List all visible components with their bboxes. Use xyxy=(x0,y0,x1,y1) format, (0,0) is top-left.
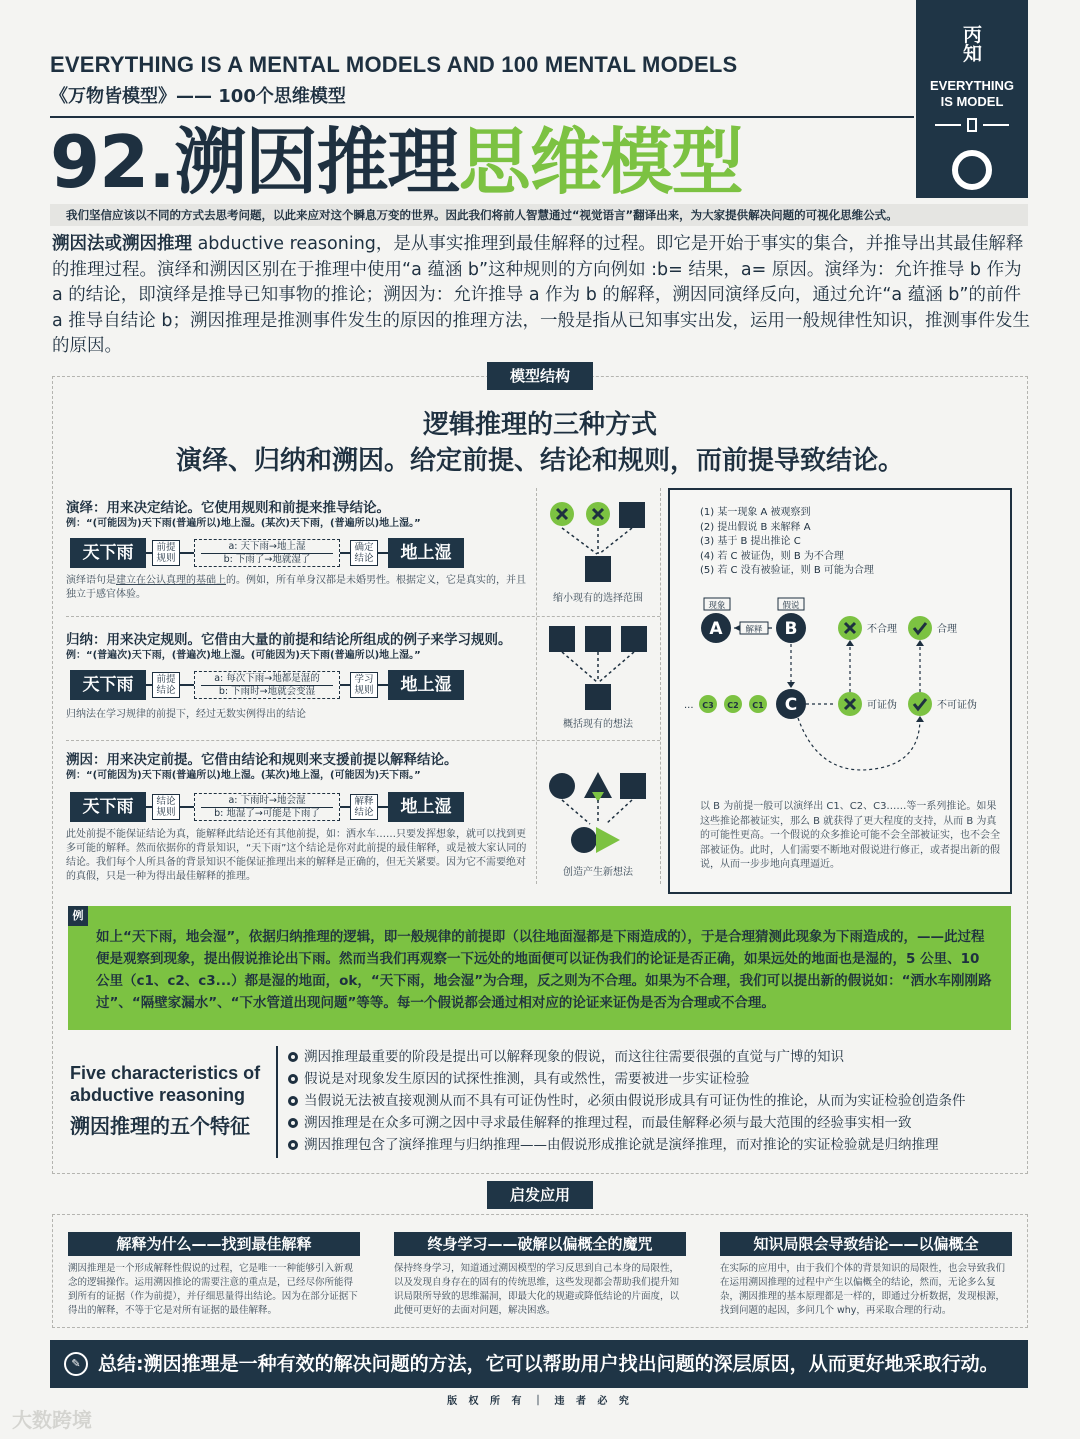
intro-text: abductive reasoning，是从事实推理到最佳解释的过程。即它是开始于事实的集合，并推导出其最佳解释的推理过程。演绎和溯因区别在于推理中使用“a 蕴涵 b”这种规则的方向例如 :b= 结果，a= 原因。演绎为：允许推导 b 作为 a 的结论，即演绎是推导已知事物的推论；溯因为：允许推导 a 作为 b 的解释，溯因同演绎反向，通过允许“a 蕴涵 b”的前件 a 推导自结论 b；溯因推理是推测事件发生的原因的推理方法，一般是指从已知事实出发，运用一般规律性知识，推测事件发生的原因。 xyxy=(52,234,1030,356)
panel-head: 演绎：用来决定结论。它使用规则和前提来推导结论。 xyxy=(66,500,390,516)
abduction-process-panel xyxy=(668,488,1012,894)
application-card xyxy=(720,1232,1012,1318)
step-item: (1) 某一现象 A 被观察到 xyxy=(700,507,811,518)
rule-a: a: 每次下雨→地都是湿的 xyxy=(201,673,333,686)
title-number: 92. xyxy=(50,120,175,204)
rule-b: b: 地湿了→可能是下雨了 xyxy=(214,808,320,819)
process-steps xyxy=(700,506,874,579)
pencil-icon: ✎ xyxy=(64,1352,88,1376)
en-title: EVERYTHING IS A MENTAL MODELS AND 100 MENTAL MODELS xyxy=(50,52,738,77)
five-divider xyxy=(276,1046,278,1158)
panel-example: 例：“(可能因为)天下雨(普遍所以)地上湿。(某次)天下雨，(普遍所以)地上湿。” xyxy=(66,518,421,529)
application-card xyxy=(68,1232,360,1318)
tag-phenomenon: 现象 xyxy=(708,601,726,611)
five-title-en: Five characteristics of abductive reasoning xyxy=(70,1063,261,1105)
node-b: B xyxy=(784,619,798,639)
example-tag: 例 xyxy=(68,906,88,926)
application-card xyxy=(394,1232,686,1318)
step-item: (4) 若 C 被证伪，则 B 为不合理 xyxy=(700,550,844,562)
induction-icon xyxy=(549,626,647,710)
structure-title-1: 逻辑推理的三种方式 xyxy=(422,410,657,440)
title-main: 溯因推理 xyxy=(174,120,459,204)
example-box xyxy=(68,906,1011,1030)
panel-induction xyxy=(66,632,532,732)
flow-start: 天下雨 xyxy=(70,670,146,700)
application-title: 终身学习——破解以偏概全的魔咒 xyxy=(394,1232,686,1256)
flow-row xyxy=(66,538,532,568)
tag-hypothesis: 假说 xyxy=(782,601,800,611)
logo-glyph-bottom: 知 xyxy=(962,43,981,65)
list-item: 当假说无法被直接观测从而不具有可证伪性时，必须由假说形成具有可证伪性的推论，从而为实证检验创造条件 xyxy=(288,1090,1018,1112)
flow-tag-in: 前提 结论 xyxy=(152,672,180,698)
bullet-icon xyxy=(288,1096,298,1106)
list-item: 溯因推理包含了演绎推理与归纳推理——由假说形成推论就是演绎推理，而对推论的实证检验就是归纳推理 xyxy=(288,1134,1018,1156)
flow-rules xyxy=(194,539,340,567)
step-item: (2) 提出假说 B 来解释 A xyxy=(700,521,811,533)
bullet-icon xyxy=(288,1074,298,1084)
bullet-icon xyxy=(288,1118,298,1128)
applications-tab: 启发应用 xyxy=(487,1181,593,1209)
node-c1: C1 xyxy=(752,701,764,710)
flow-tag-in: 前提 规则 xyxy=(152,540,180,566)
flow-rules xyxy=(194,793,340,821)
brand-logo xyxy=(916,26,1028,64)
column-divider xyxy=(536,488,537,884)
node-c2: C2 xyxy=(727,701,739,710)
title-accent: 思维模型 xyxy=(458,120,743,204)
summary-bar xyxy=(50,1340,1028,1388)
intro-paragraph xyxy=(52,232,1030,360)
label-unreasonable: 不合理 xyxy=(867,624,897,635)
panel-deduction xyxy=(66,500,532,610)
flow-row xyxy=(66,670,532,700)
rule-b: b: 下雨了→地就湿了 xyxy=(223,554,311,565)
flow-tag-out: 学习 规则 xyxy=(350,672,378,698)
circle-icon xyxy=(952,150,992,190)
flow-tag-out: 解释 结论 xyxy=(350,794,378,820)
example-text: 如上“天下雨，地会湿”，依据归纳推理的逻辑，即一般规律的前提即（以往地面湿都是下雨造成的），于是合理猜测此现象为下雨造成的，——此过程便是观察到现象，提出假说推论出下雨。然而当我们再观察一下远处的地面便可以证伪我们的论证是否正确，如果远处的地面也是湿的，5 公里、10 公里（c1、c2、c3...）都是湿的地面，ok，“天下雨，地会湿”为合理，反之则为不合理。如果为不合理，我们可以提出新的假说如：“洒水车刚刚路过”、“隔壁家漏水”、“下水管道出现问题”等等。每一个假说都会通过相对应的论证来证伪是否为合理或不合理。 xyxy=(96,929,992,1011)
list-item: 溯因推理是在众多可溯之因中寻求最佳解释的推理过程，而最佳解释必须与最大范围的经验事实相一致 xyxy=(288,1112,1018,1134)
node-c: C xyxy=(784,695,798,715)
rule-a: a: 天下雨→地上湿 xyxy=(201,541,333,554)
step-item: (3) 基于 B 提出推论 C xyxy=(700,536,801,547)
panel-head: 溯因：用来决定前提。它借由结论和规则来支援前提以解释结论。 xyxy=(66,752,458,768)
panel-example: 例：“(普遍次)天下雨，(普遍次)地上湿。(可能因为)天下雨(普遍所以)地上湿。” xyxy=(66,650,421,661)
application-title: 解释为什么——找到最佳解释 xyxy=(68,1232,360,1256)
panel-note: 演绎语句是建立在公认真理的基础上的。例如，所有单身汉都是未婚男性。根据定义，它是真实的，并且独立于感官体验。 xyxy=(66,575,526,600)
panel-abduction xyxy=(66,752,532,892)
flow-rules xyxy=(194,671,340,699)
panel-note: 此处前提不能保证结论为真，能解释此结论还有其他前提，如：洒水车……只要发挥想象，就可以找到更多可能的解释。然而依据你的背景知识，“天下雨”这个结论是你对此前提的最佳解释，或是被大家认同的结论。我们每个人所具备的背景知识不能保证推理出来的解释是正确的，但无关紧要。因为它不需要绝对的真假，只是一种为得出最佳解释的推理。 xyxy=(66,829,527,882)
summary-text: 总结:溯因推理是一种有效的解决问题的方法，它可以帮助用户找出问题的深层原因，从而更好地采取行动。 xyxy=(98,1353,999,1375)
flow-end: 地上湿 xyxy=(388,538,464,568)
bullet-icon xyxy=(288,1052,298,1062)
deduction-icon xyxy=(550,502,645,582)
flow-end: 地上湿 xyxy=(388,670,464,700)
five-list xyxy=(288,1046,1018,1156)
intro-term: 溯因法或溯因推理 xyxy=(52,234,192,254)
copyright: 版 权 所 有 ｜ 违 者 必 究 xyxy=(447,1396,633,1407)
structure-tab: 模型结构 xyxy=(487,362,593,390)
column-divider xyxy=(660,488,661,884)
explain-label: 解释 xyxy=(745,625,763,635)
node-c3: C3 xyxy=(702,701,714,710)
rule-a: a: 下雨时→地会湿 xyxy=(201,795,333,808)
list-item: 假说是对现象发生原因的试探性推测，具有或然性，需要被进一步实证检验 xyxy=(288,1068,1018,1090)
flow-tag-in: 结论 规则 xyxy=(152,794,180,820)
flow-start: 天下雨 xyxy=(70,792,146,822)
flow-start: 天下雨 xyxy=(70,538,146,568)
flow-row xyxy=(66,792,532,822)
rule-b: b: 下雨时→地就会变湿 xyxy=(218,686,316,697)
logo-glyph-top: 丙 xyxy=(962,24,981,46)
series-dots: ... xyxy=(684,700,694,711)
process-note: 以 B 为前提一般可以演绎出 C1、C2、C3……等一系列推论。如果这些推论都被证实，那么 B 就获得了更大程度的支持，从而 B 为真的可能性更高。一个假说的众多推论可能不会全部被证实，也不会全部被证伪。此时，人们需要不断地对假说进行修正，或者提出新的假说，从而一步步地向真理逼近。 xyxy=(700,801,1000,870)
hypothesis-diagram xyxy=(670,590,1010,790)
badge-divider xyxy=(916,118,1028,132)
watermark: 大数跨境 xyxy=(12,1408,92,1432)
panel-note: 归纳法在学习规律的前提下，经过无数实例得出的结论 xyxy=(66,709,306,720)
slogan-bar: 我们坚信应该以不同的方式去思考问题，以此来应对这个瞬息万变的世界。因此我们将前人智慧通过“视觉语言”翻译出来，为大家提供解决问题的可视化思维公式。 xyxy=(50,204,1028,226)
label-reasonable: 合理 xyxy=(937,624,957,635)
page-title xyxy=(50,120,743,204)
flow-tag-out: 确定 结论 xyxy=(350,540,378,566)
step-item: (5) 若 C 没有被验证，则 B 可能为合理 xyxy=(700,565,874,576)
bullet-icon xyxy=(288,1140,298,1150)
list-item: 溯因推理最重要的阶段是提出可以解释现象的假说，而这往往需要很强的直觉与广博的知识 xyxy=(288,1046,1018,1068)
five-title-cn: 溯因推理的五个特征 xyxy=(70,1114,250,1138)
application-title: 知识局限会导致结论——以偏概全 xyxy=(720,1232,1012,1256)
icon-caption: 创造产生新想法 xyxy=(563,867,633,878)
badge-text: EVERYTHING IS MODEL xyxy=(929,78,1015,109)
icon-caption: 概括现有的想法 xyxy=(563,719,633,730)
icon-caption: 缩小现有的选择范围 xyxy=(553,593,643,604)
application-body: 在实际的应用中，由于我们个体的背景知识的局限性，也会导致我们在运用溯因推理的过程中产生以偏概全的结论，然而，无论多么复杂，溯因推理的基本原理都是一样的，即通过分析数据，发现根源，找到问题的起因，多问几个 why，再采取合理的行动。 xyxy=(720,1263,1006,1316)
cn-subtitle: 《万物皆模型》—— 100个思维模型 xyxy=(50,86,346,107)
structure-title-2: 演绎、归纳和溯因。给定前提、结论和规则，而前提导致结论。 xyxy=(175,446,904,476)
panel-example: 例：“(可能因为)天下雨(普遍所以)地上湿。(某次)地上湿，(可能因为)天下雨。” xyxy=(66,770,421,781)
label-unfalsifiable: 不可证伪 xyxy=(937,700,977,711)
application-body: 保持终身学习，知道通过溯因模型的学习反思到自己本身的局限性，以及发现自身存在的固有的传统思维，这些发现都会帮助我们提升知识局限所导致的思维漏洞，即最大化的规避或降低结论的片面度，以此便可更好的去面对问题，解决困惑。 xyxy=(394,1263,680,1316)
panel-head: 归纳：用来决定规则。它借由大量的前提和结论所组成的例子来学习规则。 xyxy=(66,632,512,648)
abduction-icon xyxy=(549,772,646,853)
icon-column xyxy=(538,490,658,884)
header-rule xyxy=(50,116,914,118)
flow-end: 地上湿 xyxy=(388,792,464,822)
label-falsifiable: 可证伪 xyxy=(867,700,897,711)
application-body: 溯因推理是一个形成解释性假说的过程，它是唯一一种能够引入新观念的逻辑操作。运用溯因推论的需要注意的重点是，已经尽你所能得到所有的证据（作为前提），并仔细思量得出结论。因为在部分证据下得出的解释，不等于它是对所有证据的最佳解释。 xyxy=(68,1263,358,1316)
node-a: A xyxy=(709,619,723,639)
brand-badge xyxy=(916,0,1028,198)
